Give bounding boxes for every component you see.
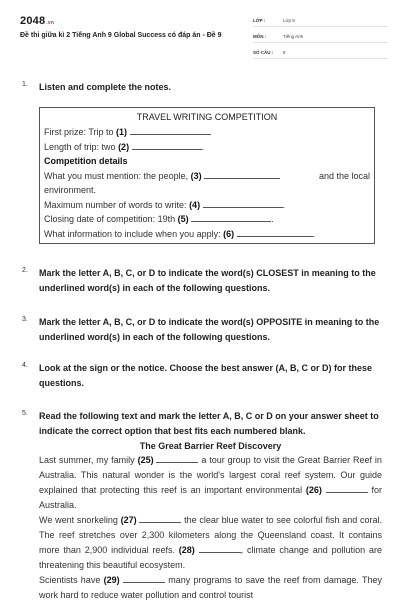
passage-text: Reef in Australia. This natural wonder is the world's largest coral reef system. Our guide explained that protecting this reef is an important environmental xyxy=(39,455,382,495)
blank-number: (28) xyxy=(178,545,195,555)
question-number: 2. xyxy=(22,267,28,274)
meta-value: 8 xyxy=(283,49,286,55)
passage-paragraph xyxy=(39,573,382,600)
answer-blank[interactable] xyxy=(191,214,271,222)
passage-text: the clear blue water to see colorful fish and coral. The reef stretches over 2,300 kilometers along the Queensland coast. It contains more than 2,900 individual reefs. xyxy=(39,515,382,555)
passage-text: a tour group to visit the Great Barrier xyxy=(201,455,351,465)
page-header xyxy=(0,0,400,60)
notes-line: First prize: Trip to (1) . xyxy=(44,127,213,137)
notes-heading: Competition details xyxy=(44,156,128,166)
question-2 xyxy=(22,266,382,296)
answer-blank[interactable] xyxy=(123,576,165,583)
notes-line: environment. xyxy=(44,185,97,195)
notes-title: TRAVEL WRITING COMPETITION xyxy=(136,112,278,122)
meta-label: LỚP : xyxy=(253,17,266,23)
question-5 xyxy=(22,409,382,600)
passage-title: The Great Barrier Reef Discovery xyxy=(139,441,282,451)
blank-number: (25) xyxy=(137,455,154,465)
answer-blank[interactable] xyxy=(326,486,368,493)
answer-blank[interactable] xyxy=(130,127,210,135)
passage-text: We went snorkeling xyxy=(39,515,118,525)
notes-line: Length of trip: two (2) . xyxy=(44,141,205,152)
question-3 xyxy=(22,315,382,345)
passage-text: for Australia. xyxy=(39,485,382,510)
notes-line: Closing date of competition: 19th (5) . xyxy=(44,214,274,224)
passage-text: Last summer, my family xyxy=(39,455,135,465)
question-number: 3. xyxy=(22,316,28,323)
meta-panel xyxy=(253,14,388,62)
question-number: 1. xyxy=(22,81,28,88)
notes-line: What information to include when you apply: (6) . xyxy=(44,228,316,239)
question-instruction: Listen and complete the notes. xyxy=(39,82,172,92)
meta-value: Lớp 9 xyxy=(283,17,295,23)
notes-line: Maximum number of words to write: (4) . xyxy=(44,199,286,210)
notes-box xyxy=(39,107,375,244)
blank-number: (4) xyxy=(189,199,201,210)
meta-row-count xyxy=(253,46,388,59)
logo-text: 2048 xyxy=(20,15,46,27)
notes-text: First prize: Trip to xyxy=(44,127,114,137)
blank-number: (1) xyxy=(116,127,128,137)
question-instruction: Mark the letter A, B, C, or D to indicate the word(s) CLOSEST in meaning to the underlined word(s) in each of the following questions. xyxy=(39,268,376,293)
notes-text: What you must mention: the people, xyxy=(44,170,189,181)
blank-number: (6) xyxy=(223,228,235,239)
question-number: 4. xyxy=(22,362,28,369)
meta-label: MÔN : xyxy=(253,33,267,39)
blank-number: (2) xyxy=(118,141,130,152)
blank-number: (3) xyxy=(190,170,202,181)
question-instruction: Mark the letter A, B, C, or D to indicate the word(s) OPPOSITE in meaning to the underlined word(s) in each of the following questions. xyxy=(39,317,380,342)
reading-passage xyxy=(39,439,382,600)
notes-text: and the local xyxy=(318,170,370,181)
answer-blank[interactable] xyxy=(237,229,313,237)
blank-number: (5) xyxy=(177,214,189,224)
answer-blank[interactable] xyxy=(139,516,181,523)
question-instruction: Read the following text and mark the letter A, B, C or D on your answer sheet to indicate the correct option that best fits each numbered blank. xyxy=(39,411,379,436)
logo-suffix: .vn xyxy=(46,20,55,26)
answer-blank[interactable] xyxy=(203,200,283,208)
notes-text: What information to include when you apply: xyxy=(44,228,221,239)
notes-text: Length of trip: two xyxy=(44,141,116,152)
document-title: Đề thi giữa kì 2 Tiếng Anh 9 Global Success có đáp án - Đề 9 xyxy=(20,32,222,39)
notes-line xyxy=(44,169,370,184)
answer-blank[interactable] xyxy=(199,546,241,553)
notes-text: Closing date of competition: 19th xyxy=(44,214,176,224)
passage-text: many programs to save the reef from damage. They work hard to reduce water pollution and control tourist xyxy=(39,575,382,600)
question-1 xyxy=(22,80,382,95)
answer-blank[interactable] xyxy=(132,142,202,150)
answer-blank[interactable] xyxy=(204,171,280,179)
passage-text: , climate change and pollution are threatening this beautiful ecosystem. xyxy=(39,545,382,570)
notes-text: Maximum number of words to write: xyxy=(44,199,187,210)
question-number: 5. xyxy=(22,410,28,417)
meta-value: Tiếng Anh xyxy=(283,33,304,39)
meta-row-class xyxy=(253,14,388,27)
question-4 xyxy=(22,361,382,391)
blank-number: (27) xyxy=(120,515,137,525)
meta-row-subject xyxy=(253,30,388,43)
passage-text: Scientists have xyxy=(39,575,101,585)
passage-paragraph xyxy=(39,513,382,573)
question-instruction: Look at the sign or the notice. Choose the best answer (A, B, C or D) for these questions. xyxy=(39,363,373,388)
answer-blank[interactable] xyxy=(156,456,198,463)
blank-number: (29) xyxy=(103,575,120,585)
site-logo[interactable] xyxy=(20,15,54,27)
blank-number: (26) xyxy=(305,485,322,495)
passage-paragraph xyxy=(39,453,382,513)
meta-label: SỐ CÂU : xyxy=(253,49,274,55)
